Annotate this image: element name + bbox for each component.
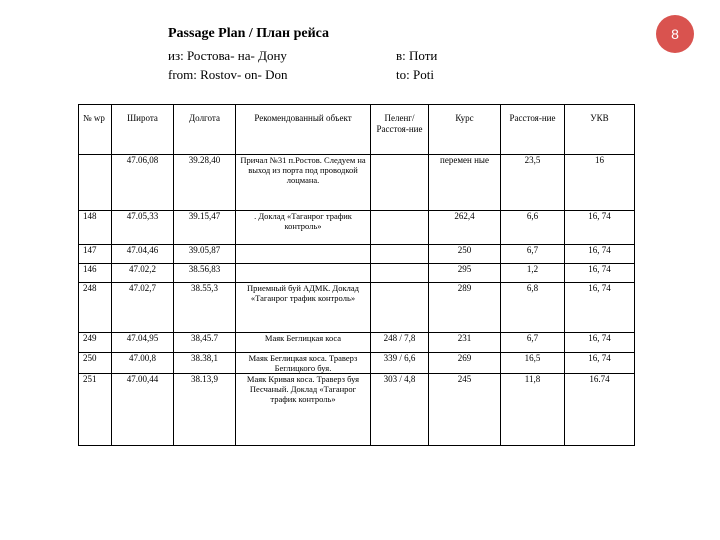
- cell-vhf: 16, 74: [565, 211, 635, 245]
- cell-vhf: 16, 74: [565, 283, 635, 333]
- cell-bearing: [371, 245, 429, 264]
- cell-bearing: [371, 155, 429, 211]
- cell-vhf: 16, 74: [565, 353, 635, 374]
- cell-course: 269: [429, 353, 501, 374]
- header-bearing: Пеленг/ Расстоя-ние: [371, 105, 429, 155]
- cell-object: Маяк Беглицкая коса: [236, 333, 371, 353]
- cell-wp: 250: [79, 353, 112, 374]
- document-title: Passage Plan / План рейса: [168, 26, 330, 41]
- cell-longitude: 38.56,83: [174, 264, 236, 283]
- cell-bearing: 303 / 4,8: [371, 374, 429, 446]
- page-number-badge: 8: [656, 15, 694, 53]
- header-object: Рекомендованный объект: [236, 105, 371, 155]
- cell-latitude: 47.06,08: [112, 155, 174, 211]
- cell-longitude: 38.13,9: [174, 374, 236, 446]
- cell-bearing: 339 / 6,6: [371, 353, 429, 374]
- cell-wp: 248: [79, 283, 112, 333]
- table-row: [79, 211, 635, 245]
- cell-longitude: 39.15,47: [174, 211, 236, 245]
- cell-latitude: 47.02,7: [112, 283, 174, 333]
- cell-longitude: 38.55,3: [174, 283, 236, 333]
- cell-distance: 6,7: [501, 333, 565, 353]
- cell-course: перемен ные: [429, 155, 501, 211]
- departure-en: from: Rostov- on- Don: [168, 67, 288, 82]
- cell-vhf: 16: [565, 155, 635, 211]
- cell-distance: 1,2: [501, 264, 565, 283]
- cell-latitude: 47.04,95: [112, 333, 174, 353]
- header-longitude: Долгота: [174, 105, 236, 155]
- departure-ru: из: Ростова- на- Дону: [168, 48, 287, 63]
- cell-latitude: 47.00,8: [112, 353, 174, 374]
- cell-object: [236, 245, 371, 264]
- cell-longitude: 38.38,1: [174, 353, 236, 374]
- cell-longitude: 39.05,87: [174, 245, 236, 264]
- cell-object: [236, 264, 371, 283]
- cell-vhf: 16, 74: [565, 264, 635, 283]
- cell-distance: 6,8: [501, 283, 565, 333]
- cell-vhf: 16.74: [565, 374, 635, 446]
- cell-latitude: 47.02,2: [112, 264, 174, 283]
- header-distance: Расстоя-ние: [501, 105, 565, 155]
- header-latitude: Широта: [112, 105, 174, 155]
- cell-wp: 251: [79, 374, 112, 446]
- header-wp: № wp: [79, 105, 112, 155]
- cell-vhf: 16, 74: [565, 333, 635, 353]
- cell-bearing: [371, 211, 429, 245]
- table-row: [79, 264, 635, 283]
- cell-distance: 6,6: [501, 211, 565, 245]
- cell-object: . Доклад «Таганрог трафик контроль»: [236, 211, 371, 245]
- cell-course: 295: [429, 264, 501, 283]
- cell-latitude: 47.05,33: [112, 211, 174, 245]
- passage-plan-table: [78, 104, 635, 446]
- table-row: [79, 374, 635, 446]
- cell-bearing: 248 / 7,8: [371, 333, 429, 353]
- cell-distance: 11,8: [501, 374, 565, 446]
- header-course: Курс: [429, 105, 501, 155]
- cell-object: Причал №31 п.Ростов. Следуем на выход из порта под проводкой лоцмана.: [236, 155, 371, 211]
- cell-course: 262,4: [429, 211, 501, 245]
- cell-object: Приемный буй АДМК. Доклад «Таганрог трафик контроль»: [236, 283, 371, 333]
- cell-distance: 16,5: [501, 353, 565, 374]
- cell-object: Маяк Беглицкая коса. Траверз Беглицкого буя.: [236, 353, 371, 374]
- table-row: [79, 245, 635, 264]
- table-row: [79, 155, 635, 211]
- cell-distance: 6,7: [501, 245, 565, 264]
- cell-course: 289: [429, 283, 501, 333]
- cell-latitude: 47.00,44: [112, 374, 174, 446]
- cell-longitude: 38,45.7: [174, 333, 236, 353]
- table-row: [79, 283, 635, 333]
- cell-wp: 148: [79, 211, 112, 245]
- table-header-row: [79, 105, 635, 155]
- cell-course: 245: [429, 374, 501, 446]
- cell-course: 231: [429, 333, 501, 353]
- table-row: [79, 333, 635, 353]
- cell-latitude: 47.04,46: [112, 245, 174, 264]
- cell-bearing: [371, 283, 429, 333]
- cell-bearing: [371, 264, 429, 283]
- cell-distance: 23,5: [501, 155, 565, 211]
- cell-course: 250: [429, 245, 501, 264]
- cell-wp: 249: [79, 333, 112, 353]
- header-vhf: УКВ: [565, 105, 635, 155]
- table-row: [79, 353, 635, 374]
- destination-en: to: Poti: [396, 67, 434, 82]
- cell-longitude: 39.28,40: [174, 155, 236, 211]
- cell-wp: [79, 155, 112, 211]
- cell-object: Маяк Кривая коса. Траверз буя Песчаный. Доклад «Таганрог трафик контроль»: [236, 374, 371, 446]
- cell-wp: 146: [79, 264, 112, 283]
- cell-vhf: 16, 74: [565, 245, 635, 264]
- cell-wp: 147: [79, 245, 112, 264]
- destination-ru: в: Поти: [396, 48, 438, 63]
